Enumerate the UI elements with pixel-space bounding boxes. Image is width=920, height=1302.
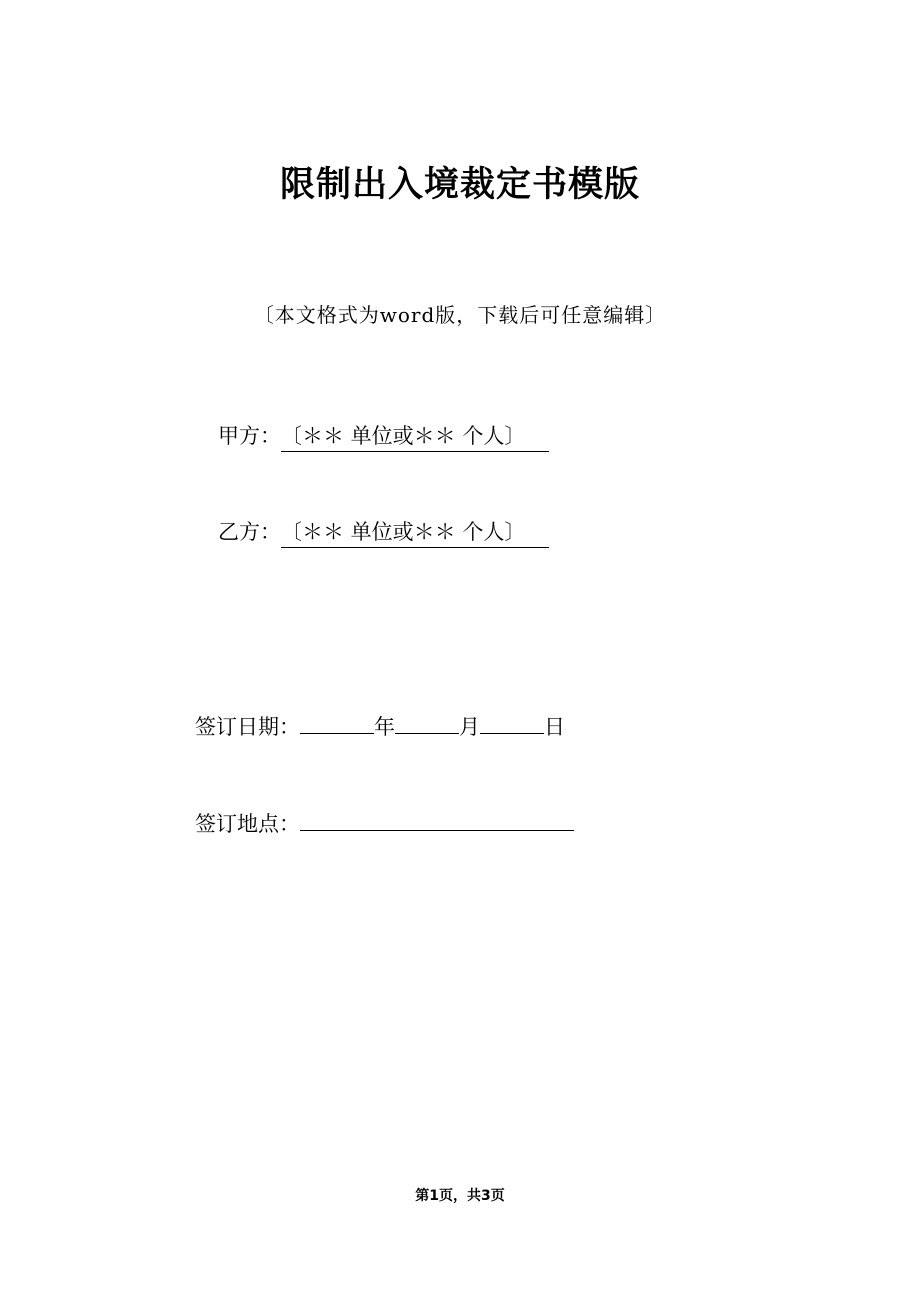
sign-date-label: 签订日期： — [195, 715, 300, 739]
day-label: 日 — [544, 715, 565, 739]
month-blank — [395, 709, 459, 734]
sign-date-line — [195, 709, 565, 742]
page-number: 第1页，共3页 — [415, 1188, 505, 1204]
sign-place-label: 签订地点： — [195, 812, 300, 836]
party-b-value: 〔＊＊ 单位或＊＊ 个人〕 — [281, 517, 549, 548]
place-blank — [300, 806, 574, 831]
page-title: 限制出入境裁定书模版 — [279, 165, 640, 205]
format-note: 〔本文格式为word版，下载后可任意编辑〕 — [253, 303, 667, 327]
year-blank — [300, 709, 374, 734]
year-label: 年 — [374, 715, 395, 739]
sign-place-line — [195, 806, 574, 839]
party-a-line — [218, 421, 549, 452]
day-blank — [480, 709, 544, 734]
month-label: 月 — [459, 715, 480, 739]
party-b-line — [218, 517, 549, 548]
party-a-label: 甲方： — [218, 424, 281, 448]
party-b-label: 乙方： — [218, 520, 281, 544]
party-a-value: 〔＊＊ 单位或＊＊ 个人〕 — [281, 421, 549, 452]
